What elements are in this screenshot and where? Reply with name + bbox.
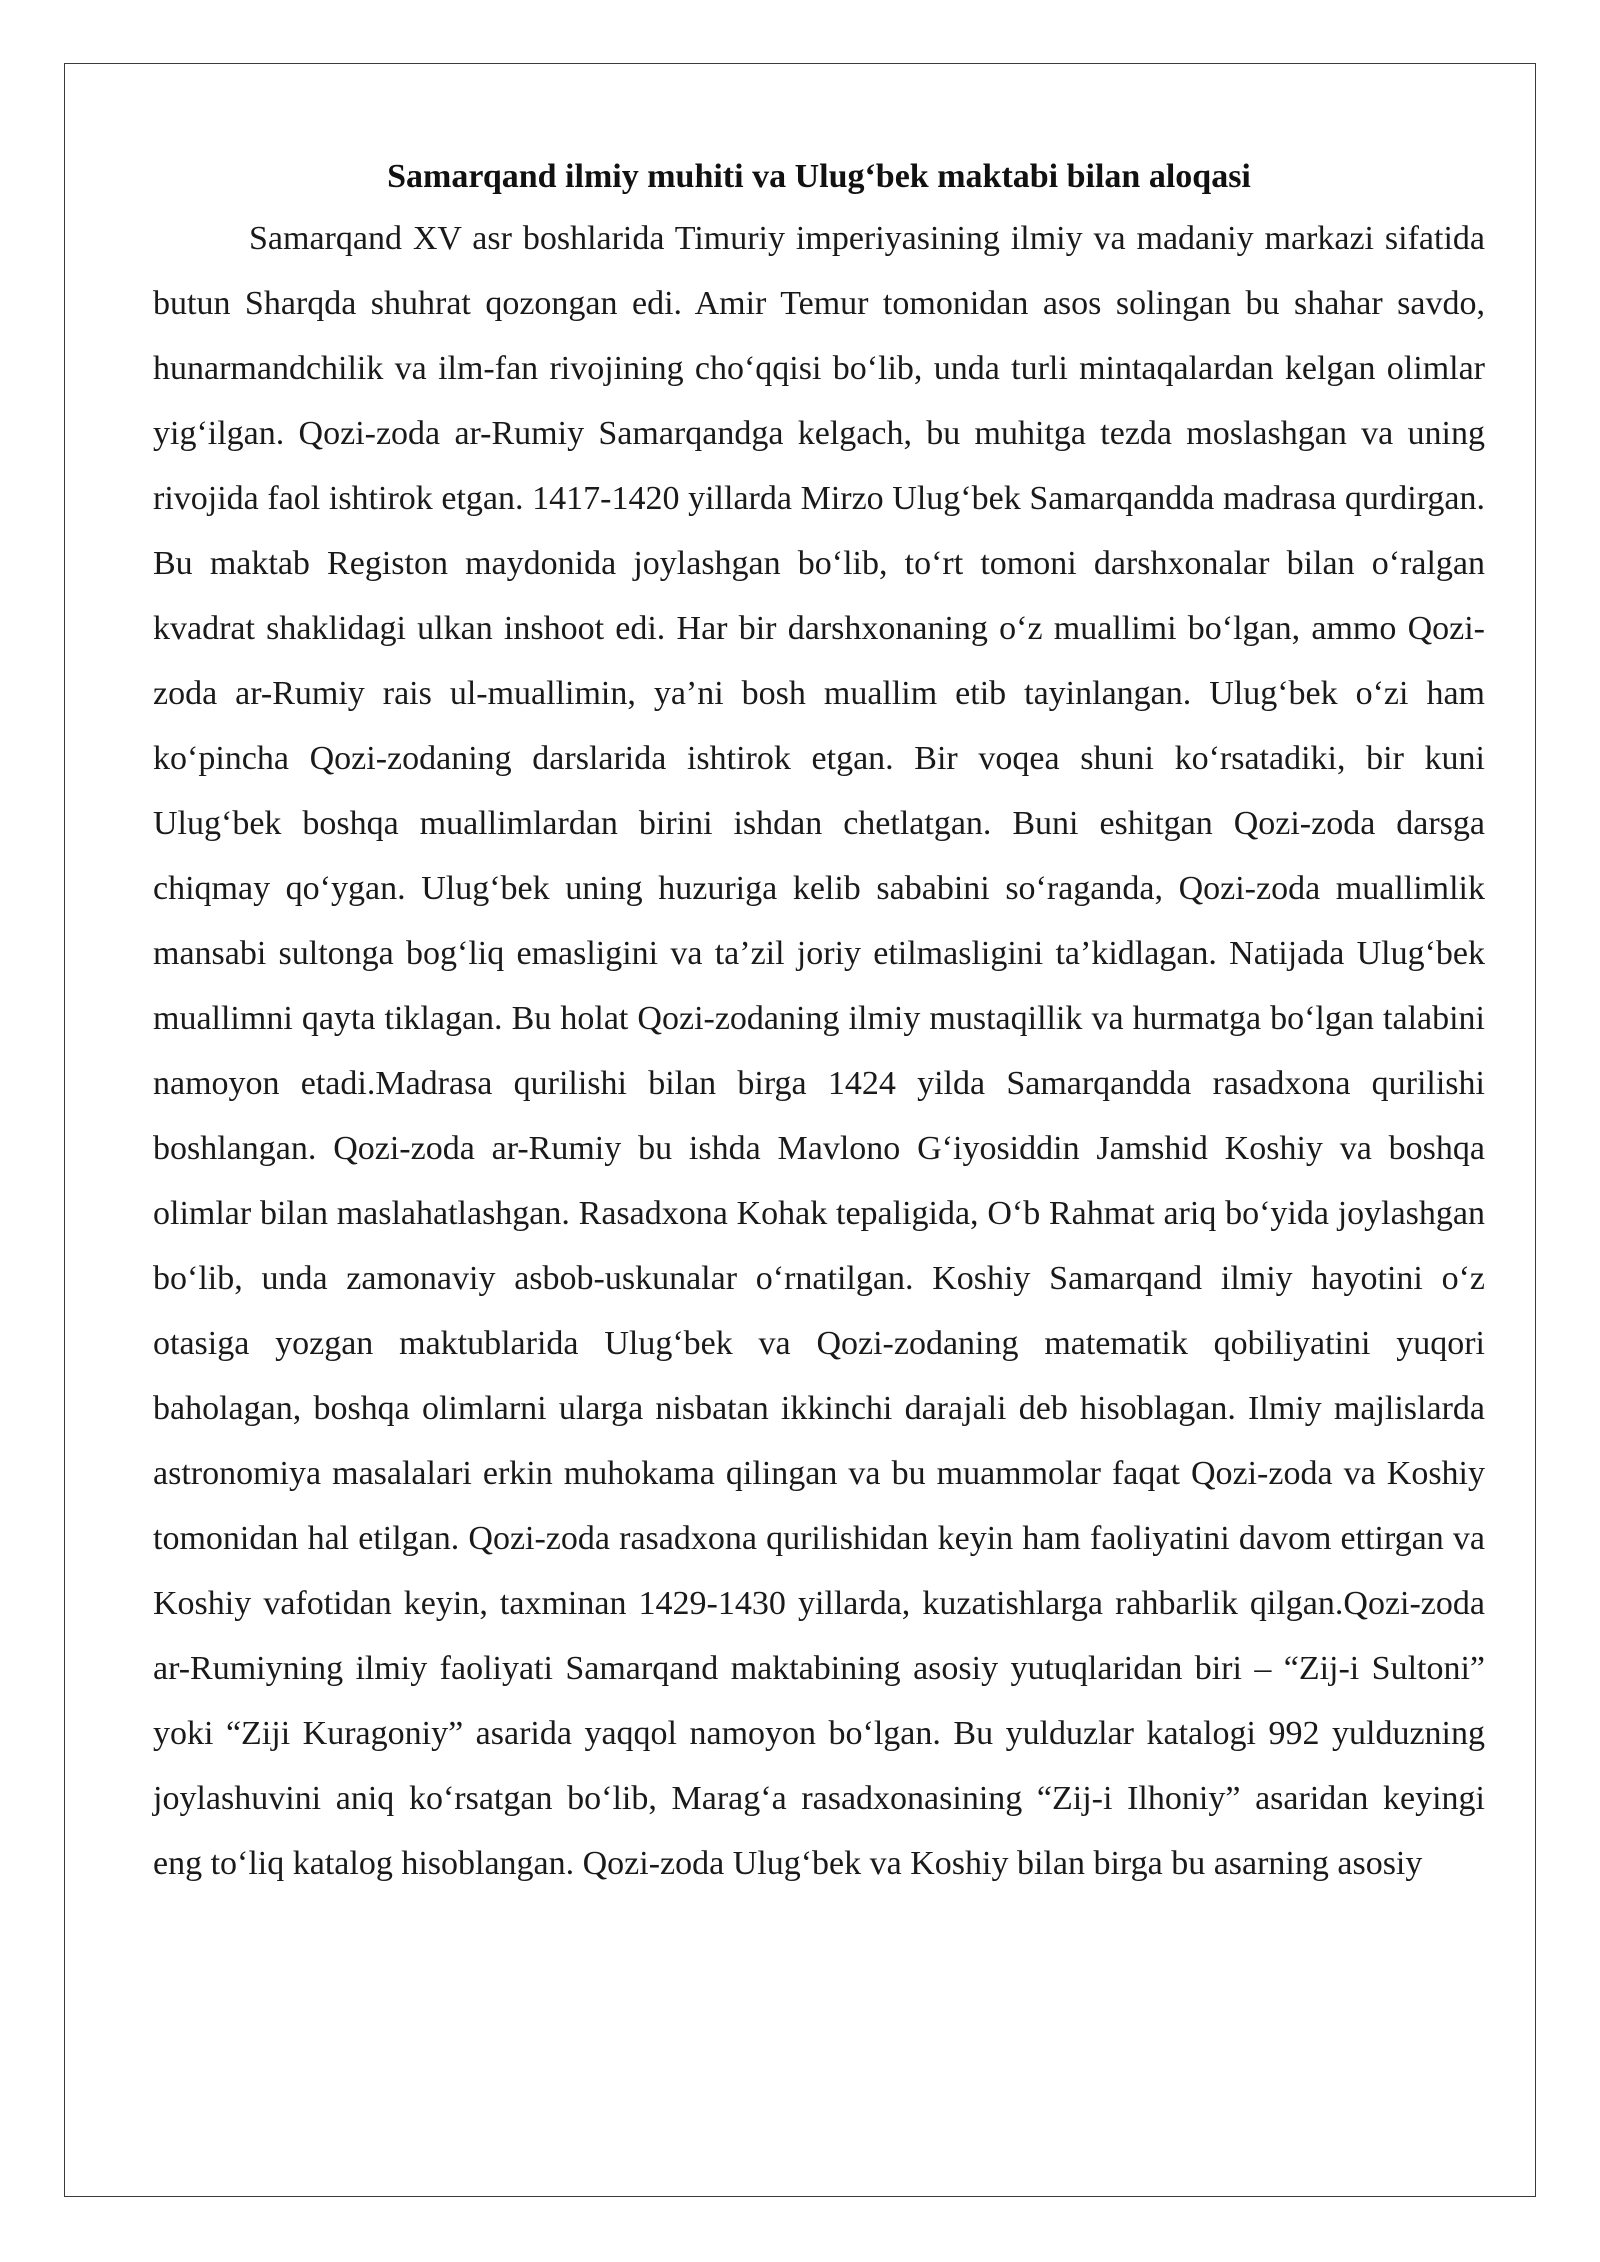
body-paragraph — [153, 206, 1485, 1896]
document-title: Samarqand ilmiy muhiti va Ulug‘bek maktabi bilan aloqasi — [387, 158, 1251, 195]
paragraph-text: Samarqand XV asr boshlarida Timuriy imperiyasining ilmiy va madaniy markazi sifatida butun Sharqda shuhrat qozongan edi. Amir Temur tomonidan asos solingan bu shahar savdo, hunarmandchilik va ilm-fan rivojining cho‘qqisi bo‘lib, unda turli mintaqalardan kelgan olimlar yig‘ilgan. Qozi-zoda ar-Rumiy Samarqandga kelgach, bu muhitga tezda moslashgan va uning rivojida faol ishtirok etgan. 1417-1420 yillarda Mirzo Ulug‘bek Samarqandda madrasa qurdirgan. Bu maktab Registon maydonida joylashgan bo‘lib, to‘rt tomoni darshxonalar bilan o‘ralgan kvadrat shaklidagi ulkan inshoot edi. Har bir darshxonaning o‘z muallimi bo‘lgan, ammo Qozi-zoda ar-Rumiy rais ul-muallimin, ya’ni bosh muallim etib tayinlangan. Ulug‘bek o‘zi ham ko‘pincha Qozi-zodaning darslarida ishtirok etgan. Bir voqea shuni ko‘rsatadiki, bir kuni Ulug‘bek boshqa muallimlardan birini ishdan chetlatgan. Buni eshitgan Qozi-zoda darsga chiqmay qo‘ygan. Ulug‘bek uning huzuriga kelib sababini so‘raganda, Qozi-zoda muallimlik mansabi sultonga bog‘liq emasligini va ta’zil joriy etilmasligini ta’kidlagan. Natijada Ulug‘bek muallimni qayta tiklagan. Bu holat Qozi-zodaning ilmiy mustaqillik va hurmatga bo‘lgan talabini namoyon etadi.Madrasa qurilishi bilan birga 1424 yilda Samarqandda rasadxona qurilishi boshlangan. Qozi-zoda ar-Rumiy bu ishda Mavlono G‘iyosiddin Jamshid Koshiy va boshqa olimlar bilan maslahatlashgan. Rasadxona Kohak tepaligida, O‘b Rahmat ariq bo‘yida joylashgan bo‘lib, unda zamonaviy asbob-uskunalar o‘rnatilgan. Koshiy Samarqand ilmiy hayotini o‘z otasiga yozgan maktublarida Ulug‘bek va Qozi-zodaning matematik qobiliyatini yuqori baholagan, boshqa olimlarni ularga nisbatan ikkinchi darajali deb hisoblagan. Ilmiy majlislarda astronomiya masalalari erkin muhokama qilingan va bu muammolar faqat Qozi-zoda va Koshiy tomonidan hal etilgan. Qozi-zoda rasadxona qurilishidan keyin ham faoliyatini davom ettirgan va Koshiy vafotidan keyin, taxminan 1429-1430 yillarda, kuzatishlarga rahbarlik qilgan.Qozi-zoda ar-Rumiyning ilmiy faoliyati Samarqand maktabining asosiy yutuqlaridan biri – “Zij-i Sultoni” yoki “Ziji Kuragoniy” asarida yaqqol namoyon bo‘lgan. Bu yulduzlar katalogi 992 yulduzning joylashuvini aniq ko‘rsatgan bo‘lib, Marag‘a rasadxonasining “Zij-i Ilhoniy” asaridan keyingi eng to‘liq katalog hisoblangan. Qozi-zoda Ulug‘bek va Koshiy bilan birga bu asarning asosiy — [153, 220, 1485, 1882]
document-body — [153, 148, 1485, 1896]
